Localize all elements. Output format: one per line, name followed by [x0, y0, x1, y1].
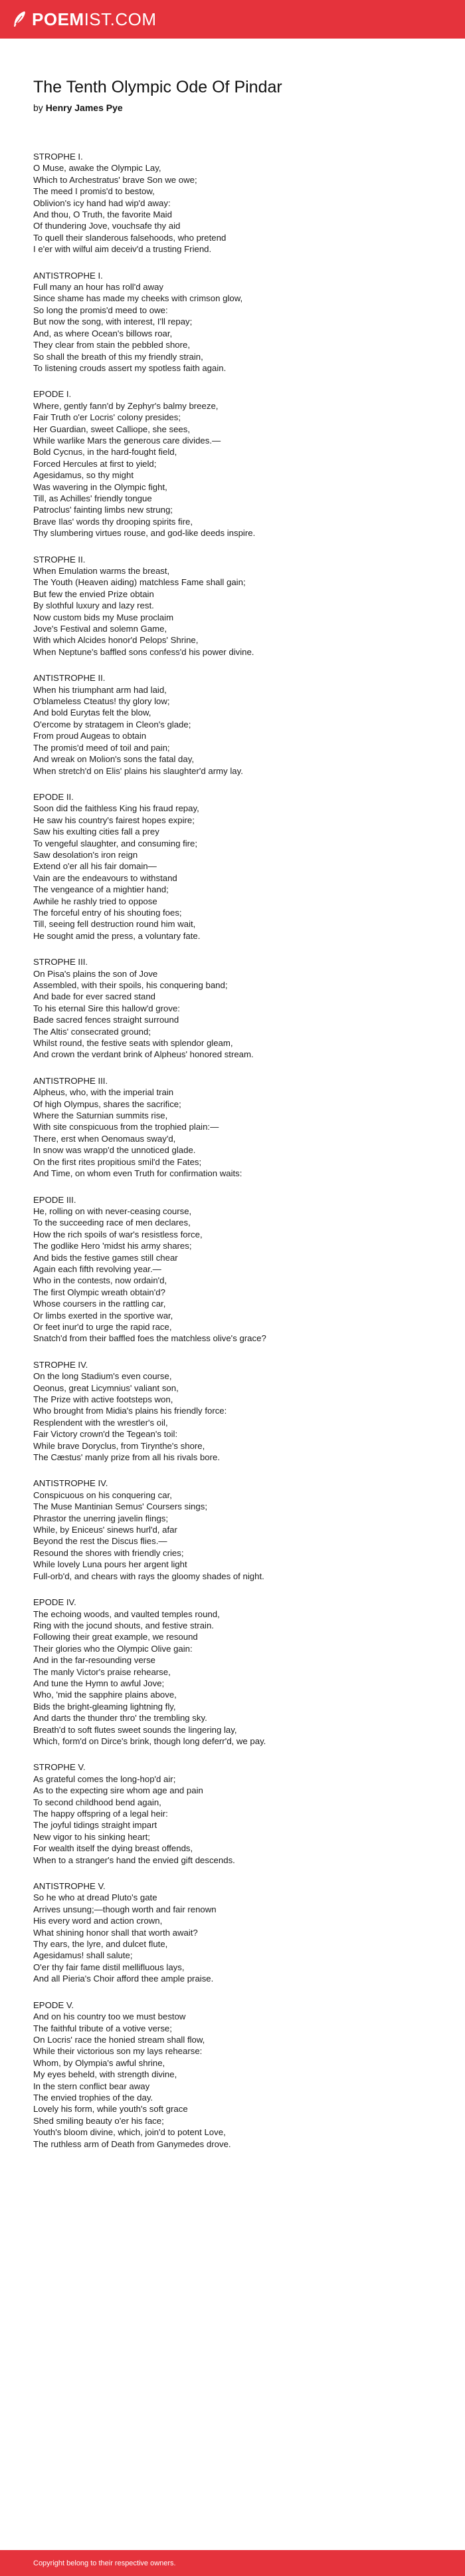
poem-line: The Muse Mantinian Semus' Coursers sings;	[33, 1501, 207, 1512]
poem-line: And in the far-resounding verse	[33, 1655, 156, 1666]
poem-line: His every word and action crown,	[33, 1916, 163, 1926]
stanza	[33, 388, 438, 539]
poem-line: Lovely his form, while youth's soft grace	[33, 2104, 188, 2115]
poem-line: The first Olympic wreath obtain'd?	[33, 1287, 165, 1297]
poem-line: Patroclus' fainting limbs new strung;	[33, 505, 173, 515]
poem-line: While warlike Mars the generous care divides.—	[33, 435, 221, 446]
stanza-heading: STROPHE V.	[33, 1762, 86, 1773]
poem-line: Thy slumbering virtues rouse, and god-like deeds inspire.	[33, 528, 256, 539]
poem-line: But few the envied Prize obtain	[33, 588, 154, 599]
poem-line: For wealth itself the dying breast offends,	[33, 1843, 193, 1854]
poem-line: The godlike Hero 'midst his army shares;	[33, 1241, 192, 1251]
poem-line: The happy offspring of a legal heir:	[33, 1809, 168, 1819]
poem-line: When Emulation warms the breast,	[33, 566, 170, 576]
poem-line: Which to Archestratus' brave Son we owe;	[33, 174, 197, 185]
poem-line: Conspicuous on his conquering car,	[33, 1489, 172, 1500]
poem-line: Agesidamus! shall salute;	[33, 1950, 133, 1961]
stanza-heading: ANTISTROPHE II.	[33, 673, 106, 684]
poem-line: The Prize with active footsteps won,	[33, 1394, 173, 1404]
poem-line: Thy ears, the lyre, and dulcet flute,	[33, 1939, 168, 1950]
stanza-heading: STROPHE III.	[33, 957, 88, 967]
poem-line: Of high Olympus, shares the sacrifice;	[33, 1098, 181, 1109]
poem-body	[33, 151, 438, 2150]
poem-line: Whom, by Olympia's awful shrine,	[33, 2057, 165, 2068]
poem-line: And tune the Hymn to awful Jove;	[33, 1678, 165, 1688]
poem-line: O Muse, awake the Olympic Lay,	[33, 163, 161, 174]
poem-line: To second childhood bend again,	[33, 1797, 161, 1807]
poem-line: Full many an hour has roll'd away	[33, 282, 164, 293]
poem-line: And all Pieria's Choir afford thee ample praise.	[33, 1974, 214, 1984]
poem-line: How the rich spoils of war's resistless force,	[33, 1229, 203, 1239]
poem-line: Fair Truth o'er Locris' colony presides;	[33, 412, 181, 423]
poem-line: New vigor to his sinking heart;	[33, 1831, 150, 1842]
poem-line: To quell their slanderous falsehoods, who pretend	[33, 232, 227, 243]
poem-line: Saw desolation's iron reign	[33, 849, 138, 860]
poem-line: When Neptune's baffled sons confess'd his power divine.	[33, 646, 254, 657]
poem-line: In the stern conflict bear away	[33, 2081, 150, 2091]
poem-line: Beyond the rest the Discus flies.—	[33, 1536, 167, 1547]
stanza	[33, 1761, 438, 1866]
poem-line: So shall the breath of this my friendly strain,	[33, 351, 203, 362]
poem-line: The forceful entry of his shouting foes;	[33, 907, 182, 918]
stanza-heading: STROPHE I.	[33, 152, 83, 162]
poem-line: Who, 'mid the sapphire plains above,	[33, 1690, 177, 1700]
stanza-heading: EPODE III.	[33, 1194, 76, 1205]
poem-line: Arrives unsung;—though worth and fair renown	[33, 1904, 217, 1914]
poem-line: He sought amid the press, a voluntary fate.	[33, 930, 201, 941]
stanza	[33, 151, 438, 255]
stanza	[33, 1478, 438, 1582]
stanza-heading: ANTISTROPHE V.	[33, 1881, 106, 1892]
poem-line: The ruthless arm of Death from Ganymedes drove.	[33, 2138, 231, 2149]
poem-line: The Youth (Heaven aiding) matchless Fame shall gain;	[33, 577, 246, 588]
poem-line: The faithful tribute of a votive verse;	[33, 2023, 172, 2033]
poem-line: Assembled, with their spoils, his conquering band;	[33, 980, 228, 990]
poem-line: Saw his exulting cities fall a prey	[33, 827, 159, 837]
poem-line: As to the expecting sire whom age and pain	[33, 1785, 203, 1796]
poem-line: There, erst when Oenomaus sway'd,	[33, 1133, 176, 1144]
poem-line: Or limbs exerted in the sportive war,	[33, 1310, 173, 1321]
poem-line: He, rolling on with never-ceasing course,	[33, 1206, 192, 1216]
by-label: by	[33, 102, 46, 113]
poem-line: And bade for ever sacred stand	[33, 991, 156, 1002]
poem-line: The promis'd meed of toil and pain;	[33, 742, 170, 753]
poem-line: Whose coursers in the rattling car,	[33, 1299, 166, 1309]
poem-line: And darts the thunder thro' the trembling sky.	[33, 1713, 207, 1724]
poem-line: Soon did the faithless King his fraud repay,	[33, 803, 199, 814]
poem-line: And crown the verdant brink of Alpheus' honored stream.	[33, 1049, 254, 1060]
poem-title: The Tenth Olympic Ode Of Pindar	[33, 78, 282, 96]
stanza	[33, 791, 438, 942]
poem-line: My eyes beheld, with strength divine,	[33, 2069, 177, 2080]
poem-line: He saw his country's fairest hopes expire;	[33, 815, 195, 825]
site-footer	[0, 2550, 465, 2576]
stanza-heading: ANTISTROPHE III.	[33, 1075, 108, 1086]
stanza	[33, 1880, 438, 1985]
poem-line: When stretch'd on Elis' plains his slaughter'd army lay.	[33, 765, 243, 776]
poem-line: Following their great example, we resound	[33, 1632, 198, 1642]
poem-line: When to a stranger's hand the envied gift descends.	[33, 1855, 235, 1865]
poem-line: Oeonus, great Licymnius' valiant son,	[33, 1382, 179, 1393]
poem-line: Where the Saturnian summits rise,	[33, 1110, 168, 1121]
poem-line: O'er thy fair fame distil mellifluous lays,	[33, 1962, 185, 1972]
poem-line: Since shame has made my cheeks with crimson glow,	[33, 293, 243, 304]
poem-line: Fair Victory crown'd the Tegean's toil:	[33, 1429, 178, 1440]
poem-line: Awhile he rashly tried to oppose	[33, 896, 157, 906]
poem-line: With site conspicuous from the trophied plain:—	[33, 1122, 219, 1132]
poem-line: Their glories who the Olympic Olive gain:	[33, 1643, 193, 1654]
poem-line: The joyful tidings straight impart	[33, 1820, 157, 1831]
poem-line: And, as where Ocean's billows roar,	[33, 328, 173, 338]
stanza	[33, 270, 438, 374]
poem-line: To the succeeding race of men declares,	[33, 1218, 191, 1228]
stanza	[33, 672, 438, 777]
poem-line: The meed I promis'd to bestow,	[33, 186, 155, 197]
poem-line: Snatch'd from their baffled foes the matchless olive's grace?	[33, 1333, 266, 1344]
stanza-heading: ANTISTROPHE I.	[33, 270, 103, 281]
poem-line: Full-orb'd, and chears with rays the gloomy shades of night.	[33, 1571, 264, 1581]
poem-line: Now custom bids my Muse proclaim	[33, 612, 174, 622]
stanza-heading: STROPHE IV.	[33, 1359, 88, 1370]
stanza-heading: ANTISTROPHE IV.	[33, 1478, 108, 1489]
copyright-text: Copyright belong to their respective owners.	[33, 2559, 176, 2567]
poem-line: With which Alcides honor'd Pelops' Shrine,	[33, 635, 199, 646]
logo-text-bold: POEM	[32, 9, 84, 29]
stanza	[33, 1194, 438, 1345]
poem-line: Brave Ilas' words thy drooping spirits fire,	[33, 516, 193, 527]
poem-line: While lovely Luna pours her argent light	[33, 1559, 187, 1570]
poem-line: And bids the festive games still chear	[33, 1252, 178, 1263]
poem-line: Jove's Festival and solemn Game,	[33, 624, 167, 634]
author-link[interactable]: Henry James Pye	[45, 102, 123, 113]
stanza-heading: EPODE V.	[33, 1999, 74, 2010]
logo-text	[32, 9, 157, 30]
poem-line: The manly Victor's praise rehearse,	[33, 1666, 171, 1677]
poem-line: Or feet inur'd to urge the rapid race,	[33, 1321, 172, 1332]
poem-line: The echoing woods, and vaulted temples round,	[33, 1609, 220, 1619]
poem-line: Of thundering Jove, vouchsafe thy aid	[33, 221, 181, 231]
poem-line: On Pisa's plains the son of Jove	[33, 968, 158, 979]
poem-line: Resplendent with the wrestler's oil,	[33, 1417, 168, 1428]
poem-line: Whilst round, the festive seats with splendor gleam,	[33, 1038, 233, 1049]
poem-line: Was wavering in the Olympic fight,	[33, 481, 167, 492]
poem-line: The Cæstus' manly prize from all his rivals bore.	[33, 1452, 221, 1463]
poem-line: Extend o'er all his fair domain—	[33, 861, 157, 872]
poem-line: On Locris' race the honied stream shall flow,	[33, 2034, 205, 2045]
poem-line: I e'er with wilful aim deceiv'd a trusting Friend.	[33, 244, 212, 255]
poem-line: Bade sacred fences straight surround	[33, 1015, 179, 1025]
poem-line: Till, as Achilles' friendly tongue	[33, 493, 152, 503]
site-logo-link[interactable]	[12, 9, 157, 30]
stanza	[33, 554, 438, 658]
feather-pen-icon	[12, 11, 27, 28]
poem-line: And wreak on Molion's sons the fatal day,	[33, 754, 194, 765]
stanza-heading: EPODE IV.	[33, 1597, 76, 1608]
site-header	[0, 0, 465, 39]
poem-line: O'ercome by stratagem in Cleon's glade;	[33, 719, 191, 729]
stanza-heading: STROPHE II.	[33, 554, 86, 565]
poem-line: Shed smiling beauty o'er his face;	[33, 2115, 164, 2126]
poem-line: On the first rites propitious smil'd the Fates;	[33, 1156, 202, 1167]
poem-line: Vain are the endeavours to withstand	[33, 872, 177, 883]
poem-content	[33, 39, 438, 2164]
poem-line: While, by Eniceus' sinews hurl'd, afar	[33, 1525, 177, 1535]
poem-line: Youth's bloom divine, which, join'd to potent Love,	[33, 2127, 226, 2138]
stanza	[33, 1075, 438, 1180]
poem-line: To his eternal Sire this hallow'd grove:	[33, 1003, 180, 1013]
poem-line: So he who at dread Pluto's gate	[33, 1892, 157, 1903]
poem-line: Which, form'd on Dirce's brink, though long deferr'd, we pay.	[33, 1736, 266, 1746]
poem-line: As grateful comes the long-hop'd air;	[33, 1773, 176, 1784]
poem-line: What shining honor shall that worth await?	[33, 1927, 198, 1938]
poem-line: So long the promis'd meed to owe:	[33, 305, 168, 315]
poem-line: And bold Eurytas felt the blow,	[33, 708, 151, 718]
poem-line: Phrastor the unerring javelin flings;	[33, 1513, 169, 1523]
poem-line: Bold Cycnus, in the hard-fought field,	[33, 447, 177, 457]
poem-line: From proud Augeas to obtain	[33, 731, 147, 741]
poem-line: By slothful luxury and lazy rest.	[33, 600, 154, 611]
poem-line: Her Guardian, sweet Calliope, she sees,	[33, 424, 191, 434]
poem-line: Again each fifth revolving year.—	[33, 1263, 161, 1274]
poem-line: They clear from stain the pebbled shore,	[33, 340, 191, 350]
poem-line: To listening crouds assert my spotless faith again.	[33, 362, 227, 373]
poem-line: Resound the shores with friendly cries;	[33, 1547, 184, 1558]
stanza	[33, 956, 438, 1061]
poem-line: Till, seeing fell destruction round him wait,	[33, 919, 196, 930]
poem-line: And Time, on whom even Truth for confirmation waits:	[33, 1168, 242, 1179]
poem-line: The envied trophies of the day.	[33, 2092, 153, 2103]
poem-line: Ring with the jocund shouts, and festive strain.	[33, 1620, 214, 1630]
stanza-heading: EPODE I.	[33, 389, 72, 400]
poem-line: Forced Hercules at first to yield;	[33, 458, 157, 469]
poem-line: Oblivion's icy hand had wip'd away:	[33, 197, 171, 208]
poem-line: Agesidamus, so thy might	[33, 470, 134, 481]
poem-line: Breath'd to soft flutes sweet sounds the lingering lay,	[33, 1724, 237, 1735]
logo-text-light: IST.COM	[84, 9, 157, 29]
poem-line: Who in the contests, now ordain'd,	[33, 1275, 167, 1286]
poem-line: To vengeful slaughter, and consuming fire;	[33, 838, 198, 848]
poem-line: The Altis' consecrated ground;	[33, 1026, 151, 1037]
poem-line: While their victorious son my lays rehearse:	[33, 2046, 203, 2057]
poem-line: Who brought from Midia's plains his friendly force:	[33, 1406, 227, 1416]
stanza-heading: EPODE II.	[33, 791, 74, 802]
poem-line: The vengeance of a mightier hand;	[33, 884, 169, 895]
poem-line: In snow was wrapp'd the unnoticed glade.	[33, 1145, 196, 1156]
poem-line: While brave Doryclus, from Tirynthe's shore,	[33, 1440, 205, 1451]
poem-line: Where, gently fann'd by Zephyr's balmy breeze,	[33, 400, 219, 411]
poem-line: Alpheus, who, with the imperial train	[33, 1087, 174, 1098]
poem-line: And on his country too we must bestow	[33, 2011, 186, 2022]
poem-line: And thou, O Truth, the favorite Maid	[33, 209, 172, 220]
poem-line: Bids the bright-gleaming lightning fly,	[33, 1701, 176, 1712]
poem-line: But now the song, with interest, I'll repay;	[33, 317, 193, 327]
byline	[33, 102, 438, 114]
stanza	[33, 1359, 438, 1464]
poem-line: O'blameless Cteatus! thy glory low;	[33, 696, 170, 707]
poem-line: When his triumphant arm had laid,	[33, 684, 167, 695]
stanza	[33, 1597, 438, 1747]
stanza	[33, 1999, 438, 2150]
poem-line: On the long Stadium's even course,	[33, 1371, 172, 1382]
